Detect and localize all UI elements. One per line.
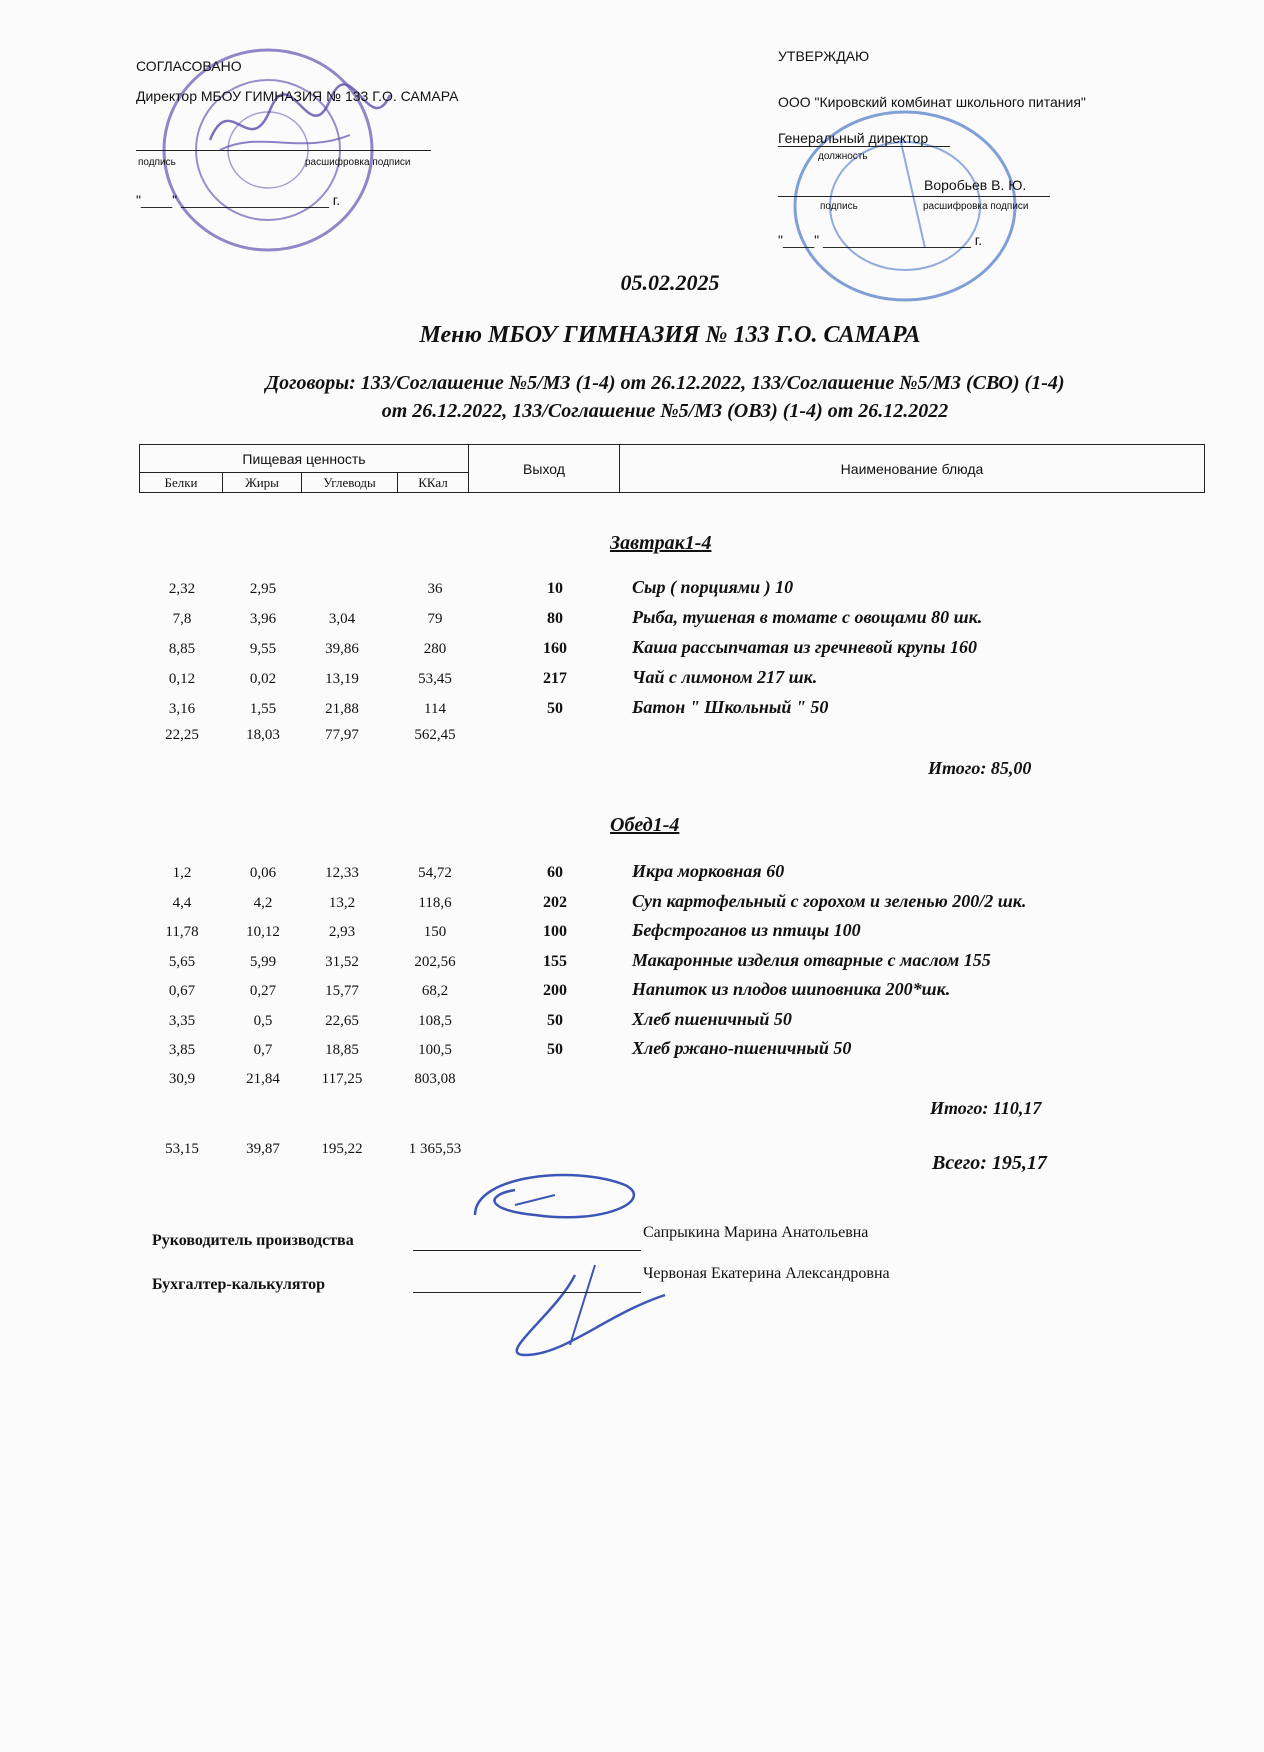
nutrition-cell: 0,27 xyxy=(249,983,277,999)
dish-name: Макаронные изделия отварные с маслом 155 xyxy=(632,949,991,970)
nutrition-cell: 280 xyxy=(423,641,447,657)
nutrition-cell: 5,65 xyxy=(168,953,196,970)
yield-cell: 50 xyxy=(547,700,563,717)
yield-cell: 10 xyxy=(547,580,563,597)
nutrition-sum: 30,9 xyxy=(168,1071,196,1087)
nutrition-cell: 4,2 xyxy=(253,894,273,911)
approval-left-date-line: "____" ___________________ г. xyxy=(136,192,341,208)
nutrition-cell: 9,55 xyxy=(249,641,277,657)
nutrition-cell: 7,8 xyxy=(172,611,192,627)
approval-right-date-line: "____" ___________________ г. xyxy=(778,232,983,248)
page-title: Меню МБОУ ГИМНАЗИЯ № 133 Г.О. САМАРА xyxy=(419,322,921,348)
approval-right-name: Воробьев В. Ю. xyxy=(924,177,1027,193)
nutrition-cell: 11,78 xyxy=(165,924,199,940)
nutrition-sum: 22,25 xyxy=(165,727,199,743)
nutrition-sum: 77,97 xyxy=(325,727,359,743)
yield-cell: 202 xyxy=(543,893,567,911)
yield-cell: 80 xyxy=(547,610,563,627)
nutrition-sum: 21,84 xyxy=(246,1071,280,1087)
yield-cell: 155 xyxy=(543,952,567,970)
nutrition-cell: 31,52 xyxy=(325,953,359,970)
nutrition-cell: 36 xyxy=(427,581,443,597)
nutrition-cell: 0,7 xyxy=(253,1042,273,1058)
nutrition-cell: 53,45 xyxy=(418,671,452,687)
nutrition-cell: 39,86 xyxy=(325,641,359,657)
approval-right-position: Генеральный директор xyxy=(778,130,950,147)
dish-name: Чай с лимоном 217 шк. xyxy=(632,667,818,687)
nutrition-cell: 22,65 xyxy=(325,1012,359,1029)
contracts-line-1: Договоры: 133/Соглашение №5/МЗ (1-4) от 26.12.2022, 133/Соглашение №5/МЗ (СВО) (1-4) xyxy=(265,372,1065,394)
yield-cell: 200 xyxy=(543,982,567,999)
yield-cell: 217 xyxy=(543,670,567,687)
dish-name: Хлеб ржано-пшеничный 50 xyxy=(632,1038,852,1058)
nutrition-cell: 21,88 xyxy=(325,701,359,717)
approval-right-org: ООО "Кировский комбинат школьного питания" xyxy=(778,94,1086,110)
nutrition-cell: 150 xyxy=(423,924,447,940)
nutrition-cell: 68,2 xyxy=(421,983,449,999)
nutrition-cell: 3,04 xyxy=(328,611,356,627)
dish-name: Суп картофельный с горохом и зеленью 200/2 шк. xyxy=(632,890,1027,911)
nutrition-cell: 15,77 xyxy=(325,983,359,999)
breakfast-title: Завтрак1-4 xyxy=(610,532,712,554)
nutrition-cell: 13,19 xyxy=(325,671,359,687)
nutrition-cell: 0,02 xyxy=(249,671,277,687)
menu-date: 05.02.2025 xyxy=(620,270,720,295)
signature-line-1 xyxy=(413,1250,641,1251)
nutrition-cell: 1,2 xyxy=(172,865,192,881)
nutrition-sum: 562,45 xyxy=(414,727,456,743)
nutrition-sum: 18,03 xyxy=(246,727,280,743)
nutrition-cell: 3,96 xyxy=(249,611,277,627)
nutrition-cell: 2,32 xyxy=(168,581,196,597)
header-dish: Наименование блюда xyxy=(620,445,1205,493)
yield-cell: 50 xyxy=(547,1011,563,1029)
approval-right-sig-caption: подпись xyxy=(820,201,858,212)
nutrition-cell: 13,2 xyxy=(328,894,356,911)
yield-cell: 100 xyxy=(543,923,567,940)
nutrition-cell: 3,35 xyxy=(168,1012,196,1029)
nutrition-cell: 12,33 xyxy=(325,865,359,881)
nutrition-cell: 0,12 xyxy=(168,671,196,687)
nutrition-cell: 202,56 xyxy=(414,953,456,970)
contracts-line-2: от 26.12.2022, 133/Соглашение №5/МЗ (ОВЗ) (1-4) от 26.12.2022 xyxy=(381,400,949,422)
signature-line-right xyxy=(778,196,1050,197)
nutrition-cell: 18,85 xyxy=(325,1042,359,1058)
dish-name: Рыба, тушеная в томате с овощами 80 шк. xyxy=(632,607,983,627)
nutrition-cell: 0,06 xyxy=(249,865,277,881)
approval-left-decode-caption: расшифровка подписи xyxy=(305,157,411,168)
nutrition-cell: 79 xyxy=(427,611,443,627)
signature-line-2 xyxy=(413,1292,641,1293)
dish-name: Батон " Школьный " 50 xyxy=(632,697,829,717)
header-yield: Выход xyxy=(469,445,620,493)
grand-sum: 39,87 xyxy=(246,1141,280,1157)
grand-sum: 1 365,53 xyxy=(408,1141,462,1157)
dish-name: Напиток из плодов шиповника 200*шк. xyxy=(632,979,951,999)
nutrition-cell: 8,85 xyxy=(168,641,196,657)
nutrition-cell: 0,67 xyxy=(168,983,196,999)
header-fats: Жиры xyxy=(223,473,302,493)
nutrition-cell: 114 xyxy=(424,701,446,717)
nutrition-cell: 0,5 xyxy=(253,1012,273,1029)
header-carbs: Углеводы xyxy=(302,473,398,493)
nutrition-cell: 1,55 xyxy=(249,701,277,717)
header-proteins: Белки xyxy=(140,473,223,493)
signature-role-1: Руководитель производства xyxy=(152,1232,354,1249)
nutrition-sum: 117,25 xyxy=(321,1071,363,1087)
dish-name: Каша рассыпчатая из гречневой крупы 160 xyxy=(632,637,977,657)
nutrition-cell: 4,4 xyxy=(172,894,192,911)
nutrition-cell: 54,72 xyxy=(418,865,452,881)
breakfast-total: Итого: 85,00 xyxy=(928,758,1032,778)
signature-role-2: Бухгалтер-калькулятор xyxy=(152,1276,326,1293)
nutrition-cell: 2,93 xyxy=(328,924,356,940)
dish-name: Бефстроганов из птицы 100 xyxy=(632,920,861,940)
signature-line-left xyxy=(136,150,431,151)
lunch-title: Обед1-4 xyxy=(610,814,680,836)
lunch-total: Итого: 110,17 xyxy=(930,1098,1042,1118)
nutrition-cell: 2,95 xyxy=(249,581,277,597)
header-nutrition: Пищевая ценность xyxy=(140,445,469,473)
dish-name: Икра морковная 60 xyxy=(632,861,785,881)
nutrition-cell: 118,6 xyxy=(418,894,452,911)
dish-name: Сыр ( порциями ) 10 xyxy=(632,577,794,597)
grand-sum: 53,15 xyxy=(165,1141,199,1157)
menu-table-header xyxy=(139,444,1205,493)
nutrition-cell: 3,85 xyxy=(168,1042,196,1058)
nutrition-sum: 803,08 xyxy=(414,1071,456,1087)
nutrition-cell: 3,16 xyxy=(168,701,196,717)
signature-production-icon xyxy=(455,1155,675,1365)
nutrition-cell: 10,12 xyxy=(246,924,280,940)
grand-total: Всего: 195,17 xyxy=(932,1152,1047,1174)
signature-name-2: Червоная Екатерина Александровна xyxy=(643,1265,890,1282)
nutrition-cell: 100,5 xyxy=(418,1042,452,1058)
dish-name: Хлеб пшеничный 50 xyxy=(632,1008,792,1029)
header-kcal: ККал xyxy=(398,473,469,493)
signature-name-1: Сапрыкина Марина Анатольевна xyxy=(643,1224,869,1241)
nutrition-cell: 108,5 xyxy=(418,1012,452,1029)
yield-cell: 50 xyxy=(547,1041,563,1058)
yield-cell: 160 xyxy=(543,640,567,657)
approval-left-heading: СОГЛАСОВАНО xyxy=(136,58,242,74)
nutrition-cell: 5,99 xyxy=(249,953,277,970)
grand-sum: 195,22 xyxy=(321,1141,363,1157)
yield-cell: 60 xyxy=(547,864,563,881)
approval-left-position: Директор МБОУ ГИМНАЗИЯ № 133 Г.О. САМАРА xyxy=(136,88,459,104)
approval-right-decode-caption: расшифровка подписи xyxy=(923,201,1029,212)
approval-right-position-caption: должность xyxy=(818,151,868,162)
approval-right-heading: УТВЕРЖДАЮ xyxy=(778,48,870,64)
approval-left-sig-caption: подпись xyxy=(138,157,176,168)
